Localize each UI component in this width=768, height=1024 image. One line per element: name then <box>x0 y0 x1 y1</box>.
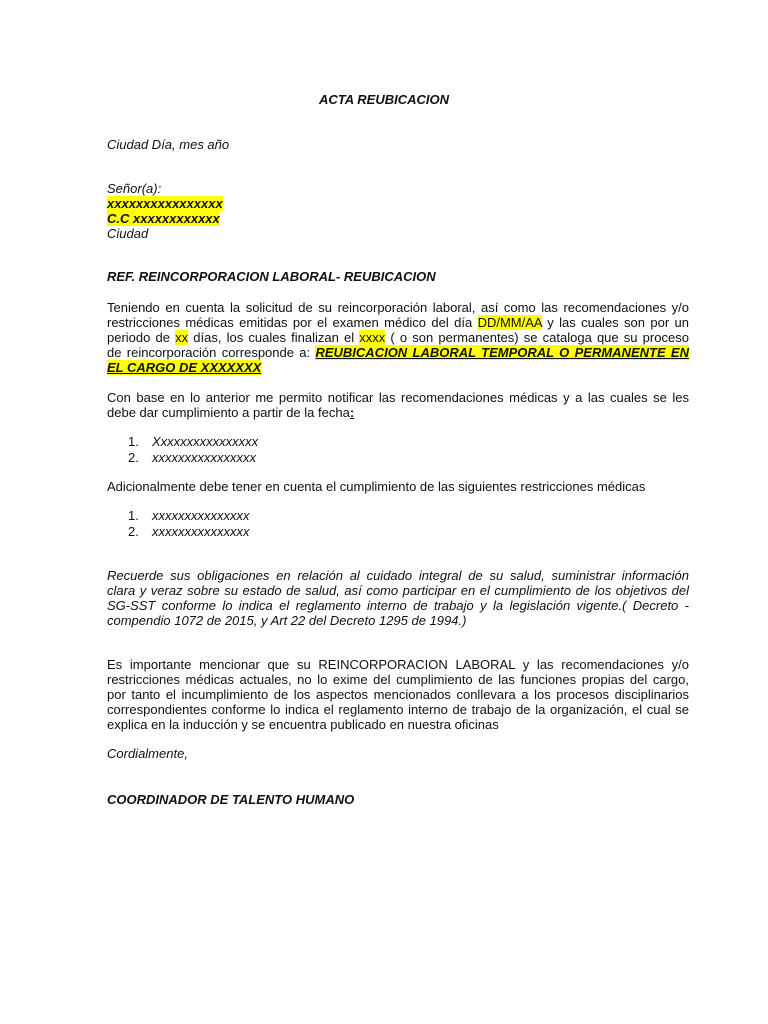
salutation: Señor(a): <box>107 181 162 196</box>
list-item: 2. xxxxxxxxxxxxxxx <box>128 524 250 539</box>
recommendations-list <box>128 434 528 466</box>
end-date: xxxx <box>359 330 386 345</box>
paragraph-3: Adicionalmente debe tener en cuenta el cumplimiento de las siguientes restricciones médicas <box>107 479 646 494</box>
recipient-id: C.C xxxxxxxxxxxx <box>107 211 220 226</box>
position-name: EL CARGO DE XXXXXXX <box>107 360 262 375</box>
document-title: ACTA REUBICACION <box>319 92 449 107</box>
paragraph-2-line-2: debe dar cumplimiento a partir de la fecha: <box>107 405 355 420</box>
signature: COORDINADOR DE TALENTO HUMANO <box>107 792 355 807</box>
relocation-type: REUBICACION LABORAL TEMPORAL O PERMANENTE EN <box>315 345 689 360</box>
reference-line: REF. REINCORPORACION LABORAL- REUBICACION <box>107 269 436 284</box>
list-item: 1. xxxxxxxxxxxxxxx <box>128 508 250 523</box>
paragraph-5: Es importante mencionar que su REINCORPORACION LABORAL y las recomendaciones y/o restricciones médicas actuales, no lo exime del cumplimiento de las funciones propias del cargo, por tanto el incumplimiento de los aspectos mencionados conllevara a los procesos disciplinarios correspondientes conforme lo indica el reglamento interno de trabajo de la organización, el cual se explica en la inducción y se encuentra publicado en nuestra oficinas <box>107 657 689 732</box>
paragraph-4: Recuerde sus obligaciones en relación al cuidado integral de su salud, suministrar información clara y veraz sobre su estado de salud, así como participar en el cumplimiento de los objetivos del SG-SST conforme lo indica el reglamento interno de trabajo y la legislación vigente.( Decreto - compendio 1072 de 2015, y Art 22 del Decreto 1295 de 1994.) <box>107 568 689 628</box>
paragraph-2-line-1: Con base en lo anterior me permito notificar las recomendaciones médicas y a las cuales se les <box>107 390 689 405</box>
date-line: Ciudad Día, mes año <box>107 137 230 152</box>
paragraph-1-line-5 <box>107 360 689 375</box>
recipient-block <box>107 181 689 241</box>
closing: Cordialmente, <box>107 746 188 761</box>
period-days: xx <box>175 330 189 345</box>
paragraph-1-line-3: periodo de xx días, los cuales finalizan el xxxx ( o son permanentes) se cataloga que su proceso <box>107 330 689 345</box>
paragraph-1 <box>107 300 689 375</box>
paragraph-2 <box>107 390 689 420</box>
paragraph-1-line-1: Teniendo en cuenta la solicitud de su reincorporación laboral, así como las recomendaciones y/o <box>107 300 689 315</box>
exam-date: DD/MM/AA <box>477 315 542 330</box>
recipient-name: xxxxxxxxxxxxxxxx <box>107 196 223 211</box>
list-item: 2. xxxxxxxxxxxxxxxx <box>128 450 256 465</box>
paragraph-1-line-2: restricciones médicas emitidas por el examen médico del día DD/MM/AA y las cuales son por un <box>107 315 689 330</box>
list-item: 1. Xxxxxxxxxxxxxxxx <box>128 434 259 449</box>
restrictions-list <box>128 508 528 540</box>
recipient-city: Ciudad <box>107 226 149 241</box>
paragraph-1-line-4: de reincorporación corresponde a: REUBICACION LABORAL TEMPORAL O PERMANENTE EN <box>107 345 689 360</box>
